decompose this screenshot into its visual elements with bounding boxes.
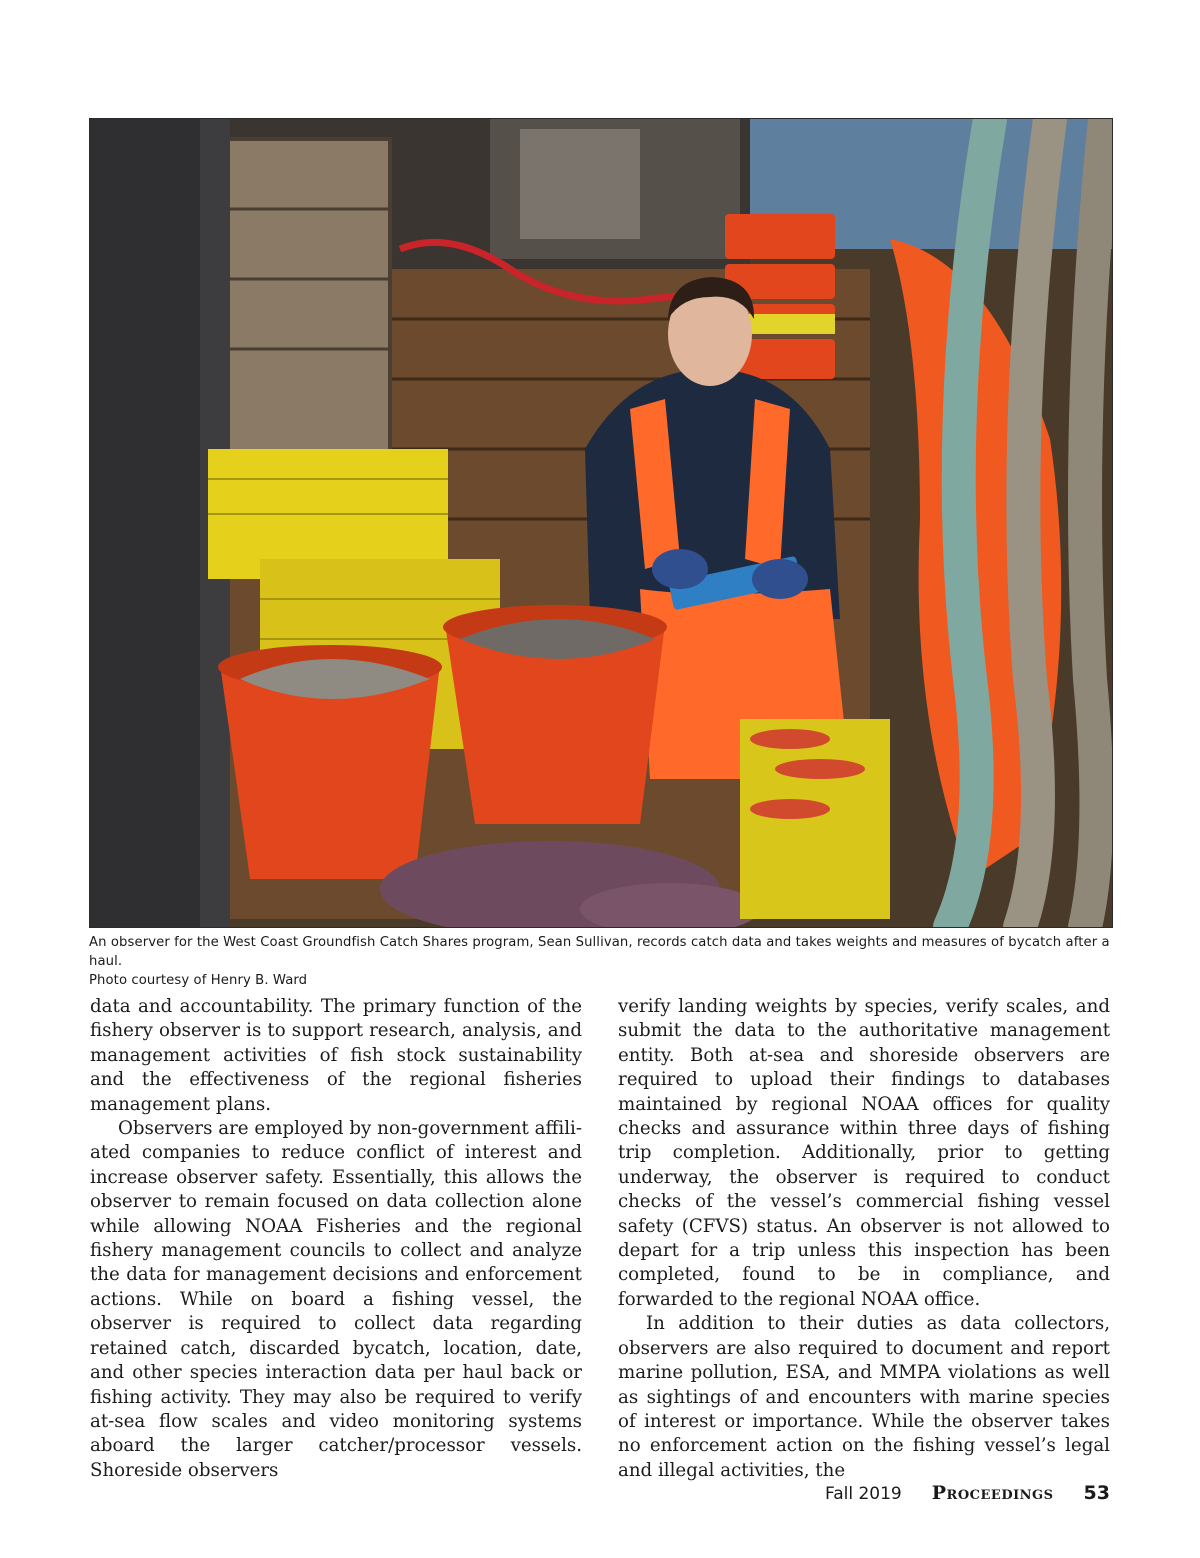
page-footer — [825, 1482, 1110, 1512]
magazine-name: Proceedings — [931, 1482, 1054, 1504]
paragraph: data and accountability. The primary function of the fishery observer is to support research, analysis, and management activities of fish stock sustainability and the effectiveness of the regional fisheries management plans. — [90, 996, 582, 1115]
paragraph: In addition to their duties as data collectors, observers are also required to document and report marine pollution, ESA, and MMPA violations as well as sightings of and encounters with marine species of interest or importance. While the observer takes no enforcement action on the fishing vessel’s legal and illegal activities, the — [618, 1313, 1110, 1481]
page-number: 53 — [1083, 1482, 1110, 1504]
issue-season: Fall 2019 — [824, 1484, 902, 1504]
photo-illustration — [90, 119, 1112, 927]
photo-credit: Photo courtesy of Henry B. Ward — [89, 973, 308, 988]
article-photo — [89, 118, 1113, 928]
caption-text: An observer for the West Coast Groundfish Catch Shares program, Sean Sullivan, records catch data and takes weights and measures of bycatch after a haul. — [89, 935, 1110, 969]
left-column — [90, 995, 582, 1483]
photo-caption — [89, 933, 1119, 990]
right-column — [618, 995, 1110, 1483]
paragraph: Observers are employed by non-government affiliated companies to reduce conflict of interest and increase observer safety. Essentially, this allows the observer to remain focused on data collection alone while allowing NOAA Fisheries and the regional fishery management councils to collect and analyze the data for management decisions and enforcement actions. While on board a fishing vessel, the observer is required to collect data regarding retained catch, discarded bycatch, location, date, and other species interaction data per haul back or fishing activity. They may also be required to verify at-sea flow scales and video monitoring systems aboard the larger catcher/processor vessels. Shoreside observers — [90, 1118, 582, 1481]
paragraph: verify landing weights by species, verify scales, and submit the data to the authoritative management entity. Both at-sea and shoreside observers are required to upload their findings to databases maintained by regional NOAA offices for quality checks and assurance within three days of fishing trip completion. Additionally, prior to getting underway, the observer is required to conduct checks of the vessel’s commercial fishing vessel safety (CFVS) status. An observer is not allowed to depart for a trip unless this inspection has been completed, found to be in compliance, and forwarded to the regional NOAA office. — [618, 996, 1110, 1310]
